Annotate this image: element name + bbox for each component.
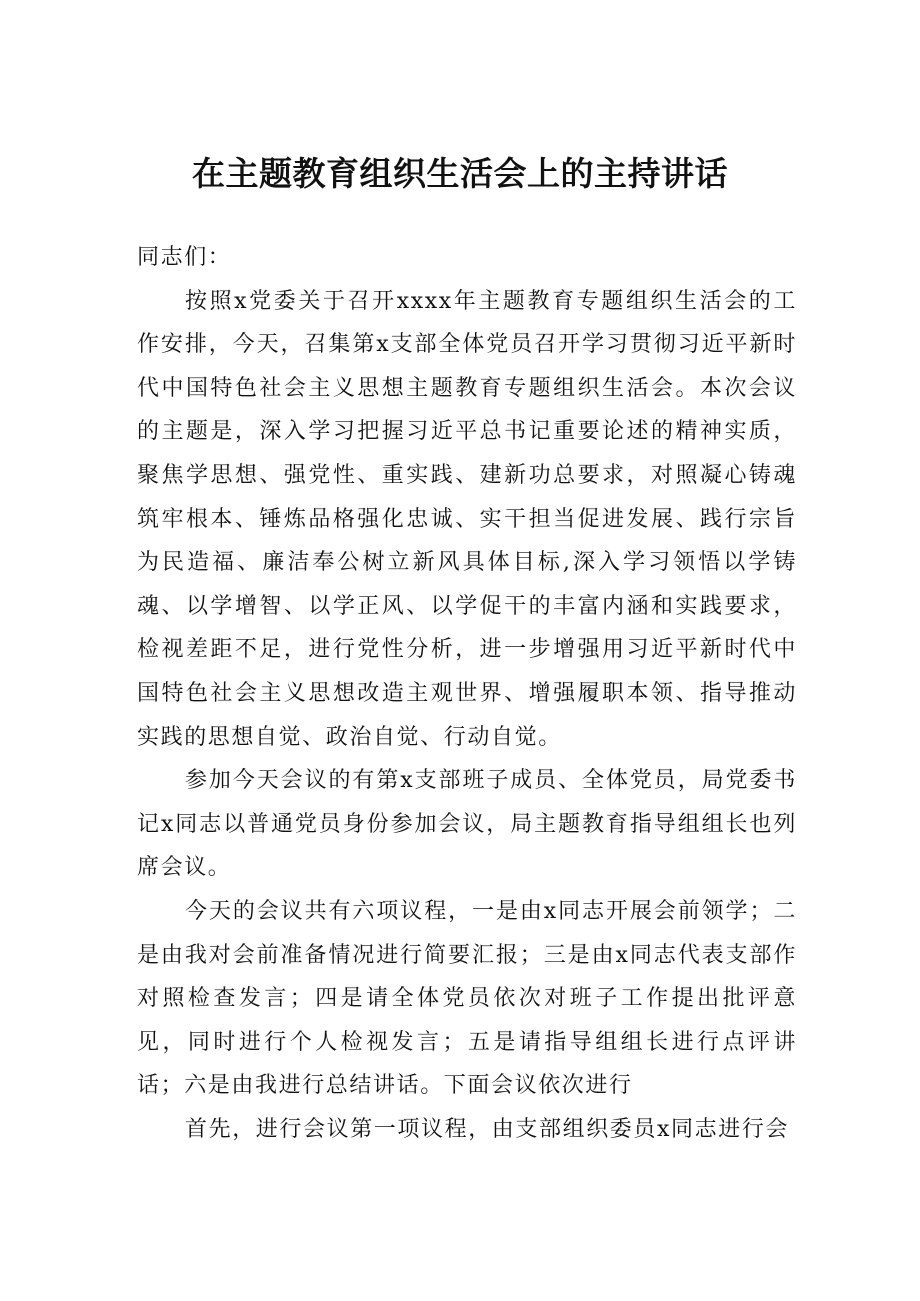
document-body <box>137 236 797 1151</box>
document-title: 在主题教育组织生活会上的主持讲话 <box>192 154 728 193</box>
paragraph-opening: 按照x党委关于召开xxxx年主题教育专题组织生活会的工作安排，今天，召集第x支部全体党员召开学习贯彻习近平新时代中国特色社会主义思想主题教育专题组织生活会。本次会议的主题是，深入学习把握习近平总书记重要论述的精神实质，聚焦学思想、强党性、重实践、建新功总要求，对照凝心铸魂筑牢根本、锤炼品格强化忠诚、实干担当促进发展、践行宗旨为民造福、廉洁奉公树立新风具体目标,深入学习领悟以学铸魂、以学增智、以学正风、以学促干的丰富内涵和实践要求，检视差距不足，进行党性分析，进一步增强用习近平新时代中国特色社会主义思想改造主观世界、增强履职本领、指导推动实践的思想自觉、政治自觉、行动自觉。 <box>137 288 797 750</box>
paragraph-agenda: 今天的会议共有六项议程，一是由x同志开展会前领学；二是由我对会前准备情况进行简要汇报；三是由x同志代表支部作对照检查发言；四是请全体党员依次对班子工作提出批评意见，同时进行个人检视发言；五是请指导组组长进行点评讲话；六是由我进行总结讲话。下面会议依次进行 <box>137 898 797 1099</box>
salutation: 同志们： <box>137 245 232 270</box>
paragraph-attendees: 参加今天会议的有第x支部班子成员、全体党员，局党委书记x同志以普通党员身份参加会议，局主题教育指导组组长也列席会议。 <box>137 768 797 881</box>
paragraph-first-item: 首先，进行会议第一项议程，由支部组织委员x同志进行会 <box>185 1116 790 1142</box>
